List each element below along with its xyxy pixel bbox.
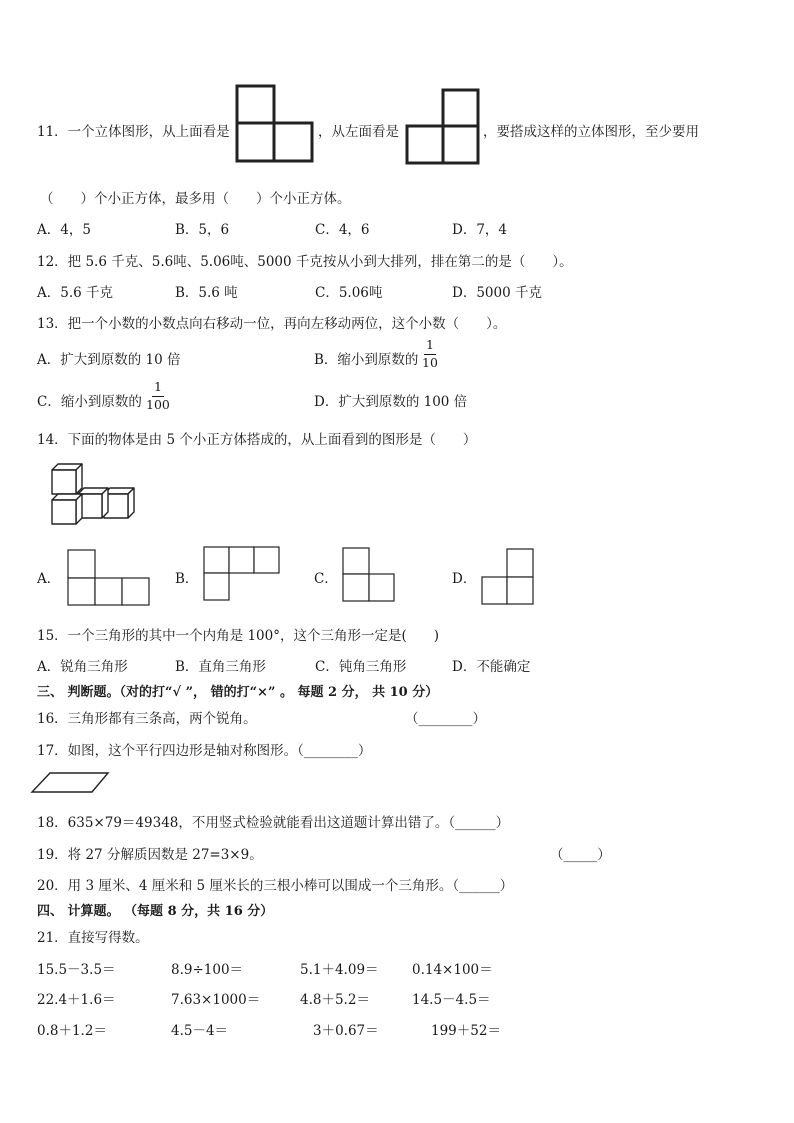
calc-r1-c2: 8.9÷100＝ bbox=[171, 962, 244, 978]
q13-option-b-fraction bbox=[422, 339, 438, 369]
q11-top-view-figure bbox=[235, 84, 315, 164]
q11-line2: （ ）个小正方体，最多用（ ）个小正方体。 bbox=[40, 191, 351, 207]
q14-option-b-figure bbox=[203, 546, 281, 602]
q13-option-b: B．缩小到原数的 bbox=[314, 352, 419, 368]
q14-cube-figure bbox=[46, 460, 146, 530]
q19-answer-blank[interactable]: （_____） bbox=[550, 847, 611, 863]
q11-text-b: ，从左面看是 bbox=[318, 124, 399, 140]
q11-text-a: 11．一个立体图形，从上面看是 bbox=[37, 124, 230, 140]
calc-r2-c1: 22.4＋1.6＝ bbox=[37, 992, 116, 1008]
q20-text: 20．用 3 厘米、4 厘米和 5 厘米长的三根小棒可以围成一个三角形。（______） bbox=[37, 878, 514, 894]
calc-r2-c3: 4.8＋5.2＝ bbox=[300, 992, 370, 1008]
calc-r2-c4: 14.5－4.5＝ bbox=[412, 992, 491, 1008]
q13-option-a: A．扩大到原数的 10 倍 bbox=[37, 352, 181, 368]
calc-r3-c2: 4.5－4＝ bbox=[171, 1023, 229, 1039]
q14-option-a-figure bbox=[67, 549, 151, 607]
q13-option-b-denominator: 10 bbox=[422, 354, 438, 370]
q17-parallelogram bbox=[30, 771, 110, 795]
q14-option-c-figure bbox=[342, 547, 396, 603]
q19-text: 19．将 27 分解质因数是 27=3×9。 bbox=[37, 847, 263, 863]
q11-option-c: C．4，6 bbox=[315, 222, 370, 238]
q11-text-c: ，要搭成这样的立体图形，至少要用 bbox=[483, 124, 699, 140]
q16-answer-blank[interactable]: （________） bbox=[405, 711, 486, 727]
q11-option-b: B．5，6 bbox=[175, 222, 230, 238]
q15-option-a: A．锐角三角形 bbox=[37, 659, 128, 675]
calc-r3-c3: 3＋0.67＝ bbox=[313, 1023, 379, 1039]
q16-text: 16．三角形都有三条高，两个锐角。 bbox=[37, 711, 257, 727]
calc-r1-c3: 5.1＋4.09＝ bbox=[300, 962, 379, 978]
q12-text: 12．把 5.6 千克、5.6吨、5.06吨、5000 千克按从小到大排列，排在第二的是（ ）。 bbox=[37, 254, 573, 270]
calc-r2-c2: 7.63×1000＝ bbox=[171, 992, 261, 1008]
q13-option-c-denominator: 100 bbox=[146, 396, 170, 412]
q13-option-c-numerator: 1 bbox=[152, 381, 164, 397]
q15-text: 15．一个三角形的其中一个内角是 100°，这个三角形一定是( ) bbox=[37, 628, 440, 644]
calc-r3-c1: 0.8＋1.2＝ bbox=[37, 1023, 107, 1039]
q12-option-a: A．5.6 千克 bbox=[37, 285, 114, 301]
q15-option-c: C．钝角三角形 bbox=[315, 659, 407, 675]
q14-text: 14．下面的物体是由 5 个小正方体搭成的，从上面看到的图形是（ ） bbox=[37, 432, 477, 448]
q11-left-view-figure bbox=[405, 88, 481, 166]
calc-r3-c4: 199＋52＝ bbox=[431, 1023, 501, 1039]
q21-text: 21．直接写得数。 bbox=[37, 930, 149, 946]
q13-option-d: D．扩大到原数的 100 倍 bbox=[314, 394, 468, 410]
q12-option-d: D．5000 千克 bbox=[452, 285, 542, 301]
q13-option-b-numerator: 1 bbox=[424, 339, 436, 355]
q14-label-d: D． bbox=[452, 571, 477, 587]
q11-option-d: D．7，4 bbox=[452, 222, 508, 238]
q15-option-d: D．不能确定 bbox=[452, 659, 531, 675]
q13-option-c: C．缩小到原数的 bbox=[37, 394, 142, 410]
section-3-heading: 三、 判断题。（对的打“√ ”， 错的打“×” 。 每题 2 分， 共 10 分） bbox=[37, 685, 439, 700]
calc-r1-c1: 15.5－3.5＝ bbox=[37, 962, 116, 978]
q18-text: 18．635×79＝49348，不用竖式检验就能看出这道题计算出错了。（______） bbox=[37, 815, 510, 831]
q13-option-c-fraction bbox=[146, 381, 170, 411]
q17-text: 17．如图，这个平行四边形是轴对称图形。（________） bbox=[37, 743, 372, 759]
q14-option-d-figure bbox=[481, 548, 535, 606]
section-4-heading: 四、 计算题。 （每题 8 分，共 16 分） bbox=[37, 904, 274, 919]
q14-label-a: A． bbox=[37, 571, 61, 587]
q13-text: 13．把一个小数的小数点向右移动一位，再向左移动两位，这个小数（ ）。 bbox=[37, 316, 507, 332]
q14-label-c: C． bbox=[314, 571, 338, 587]
calc-r1-c4: 0.14×100＝ bbox=[412, 962, 493, 978]
q15-option-b: B．直角三角形 bbox=[175, 659, 266, 675]
q12-option-c: C．5.06吨 bbox=[315, 285, 383, 301]
q14-label-b: B． bbox=[175, 571, 199, 587]
q11-option-a: A．4，5 bbox=[37, 222, 91, 238]
q12-option-b: B．5.6 吨 bbox=[175, 285, 238, 301]
